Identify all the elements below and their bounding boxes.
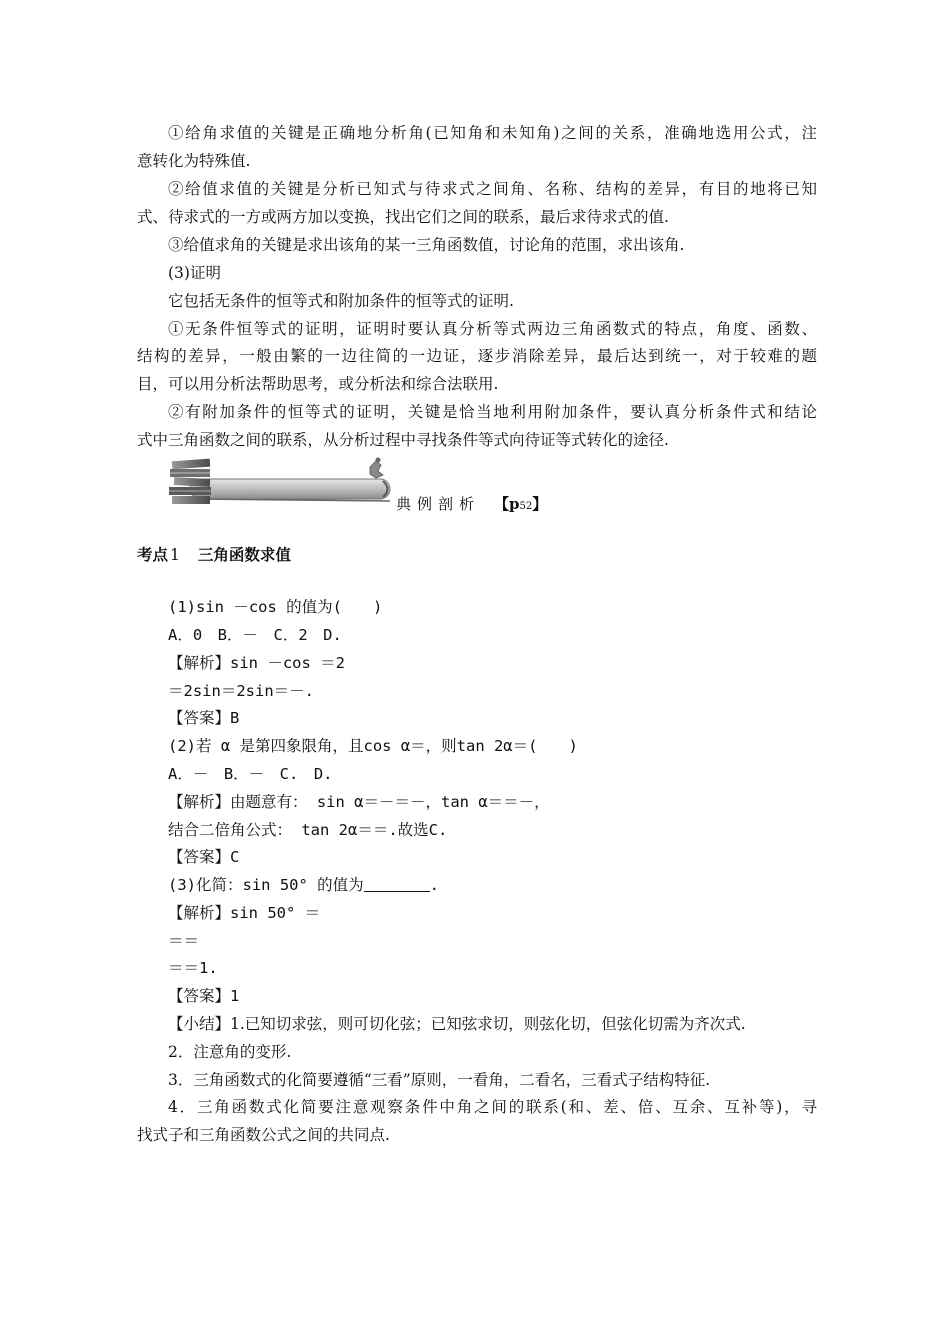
- answer-line: 【答案】C: [168, 848, 240, 866]
- section-label: 考点: [137, 545, 169, 564]
- answer-line: 【答案】1: [168, 987, 240, 1005]
- question-stem: (1)sin －cos 的值为( ): [168, 598, 383, 616]
- paragraph-line: ①无条件恒等式的证明，证明时要认真分析等式两边三角函数式的特点，角度、函数、: [168, 320, 817, 338]
- paragraph-line: ②有附加条件的恒等式的证明，关键是恰当地利用附加条件，要认真分析条件式和结论: [168, 403, 817, 421]
- summary-line: 【小结】1.已知切求弦，则可切化弦；已知弦求切，则弦化切，但弦化切需为齐次式.: [168, 1015, 746, 1033]
- analysis-line: ＝＝: [168, 932, 200, 950]
- summary-line: 4．三角函数式化简要注意观察条件中角之间的联系(和、差、倍、互余、互补等)，寻: [168, 1098, 817, 1116]
- paragraph-line: ③给值求角的关键是求出该角的某一三角函数值，讨论角的范围，求出该角.: [168, 236, 685, 254]
- analysis-line: 【解析】由题意有： sin α＝－＝－，tan α＝＝－，: [168, 793, 550, 811]
- answer-blank: [364, 877, 430, 892]
- section-banner: [168, 455, 398, 515]
- analysis-line: ＝＝1.: [168, 959, 218, 977]
- analysis-line: 【解析】sin －cos ＝2: [168, 654, 345, 672]
- section-heading: [137, 545, 817, 565]
- page-ref-open: 【p: [494, 495, 520, 513]
- paragraph-line: 结构的差异，一般由繁的一边往简的一边证，逐步消除差异，最后达到统一，对于较难的题: [137, 347, 817, 365]
- analysis-line: 结合二倍角公式： tan 2α＝＝.故选C.: [168, 821, 448, 839]
- paragraph-line: ②给值求值的关键是分析已知式与待求式之间角、名称、结构的差异，有目的地将已知: [168, 180, 817, 198]
- paragraph-line: 意转化为特殊值.: [137, 152, 251, 170]
- section-title: 三角函数求值: [197, 545, 291, 564]
- books-banner-icon: [168, 455, 398, 515]
- page-number: 52: [519, 501, 533, 512]
- question-stem: (2)若 α 是第四象限角，且cos α＝，则tan 2α＝( ): [168, 737, 578, 755]
- subheading: (3)证明: [168, 264, 221, 282]
- question-options: A．－ B．－ C. D.: [168, 765, 333, 783]
- question-options: A．0 B．－ C．2 D.: [168, 626, 342, 644]
- paragraph-line: ①给角求值的关键是正确地分析角(已知角和未知角)之间的关系，准确地选用公式，注: [168, 124, 817, 142]
- page-ref-close: 】: [532, 495, 548, 513]
- paragraph-line: 目，可以用分析法帮助思考，或分析法和综合法联用.: [137, 375, 499, 393]
- page-reference: [494, 495, 547, 513]
- question-stem: [168, 875, 817, 895]
- question-stem-end: .: [429, 876, 439, 894]
- section-number: 1: [170, 546, 180, 564]
- question-stem-text: (3)化简：sin 50° 的值为: [168, 876, 364, 894]
- paragraph-line: 式中三角函数之间的联系，从分析过程中寻找条件等式向待证等式转化的途径.: [137, 431, 669, 449]
- answer-line: 【答案】B: [168, 709, 240, 727]
- paragraph-line: 式、待求式的一方或两方加以变换，找出它们之间的联系，最后求待求式的值.: [137, 208, 669, 226]
- summary-line: 2．注意角的变形.: [168, 1043, 292, 1061]
- summary-line: 找式子和三角函数公式之间的共同点.: [137, 1126, 390, 1144]
- banner-title-row: [396, 493, 547, 514]
- paragraph-line: 它包括无条件的恒等式和附加条件的恒等式的证明.: [168, 292, 514, 310]
- analysis-line: ＝2sin＝2sin＝－.: [168, 682, 314, 700]
- banner-title: 典例剖析: [396, 495, 481, 513]
- analysis-line: 【解析】sin 50° ＝: [168, 904, 321, 922]
- summary-line: 3．三角函数式的化简要遵循“三看”原则，一看角，二看名，三看式子结构特征.: [168, 1071, 711, 1089]
